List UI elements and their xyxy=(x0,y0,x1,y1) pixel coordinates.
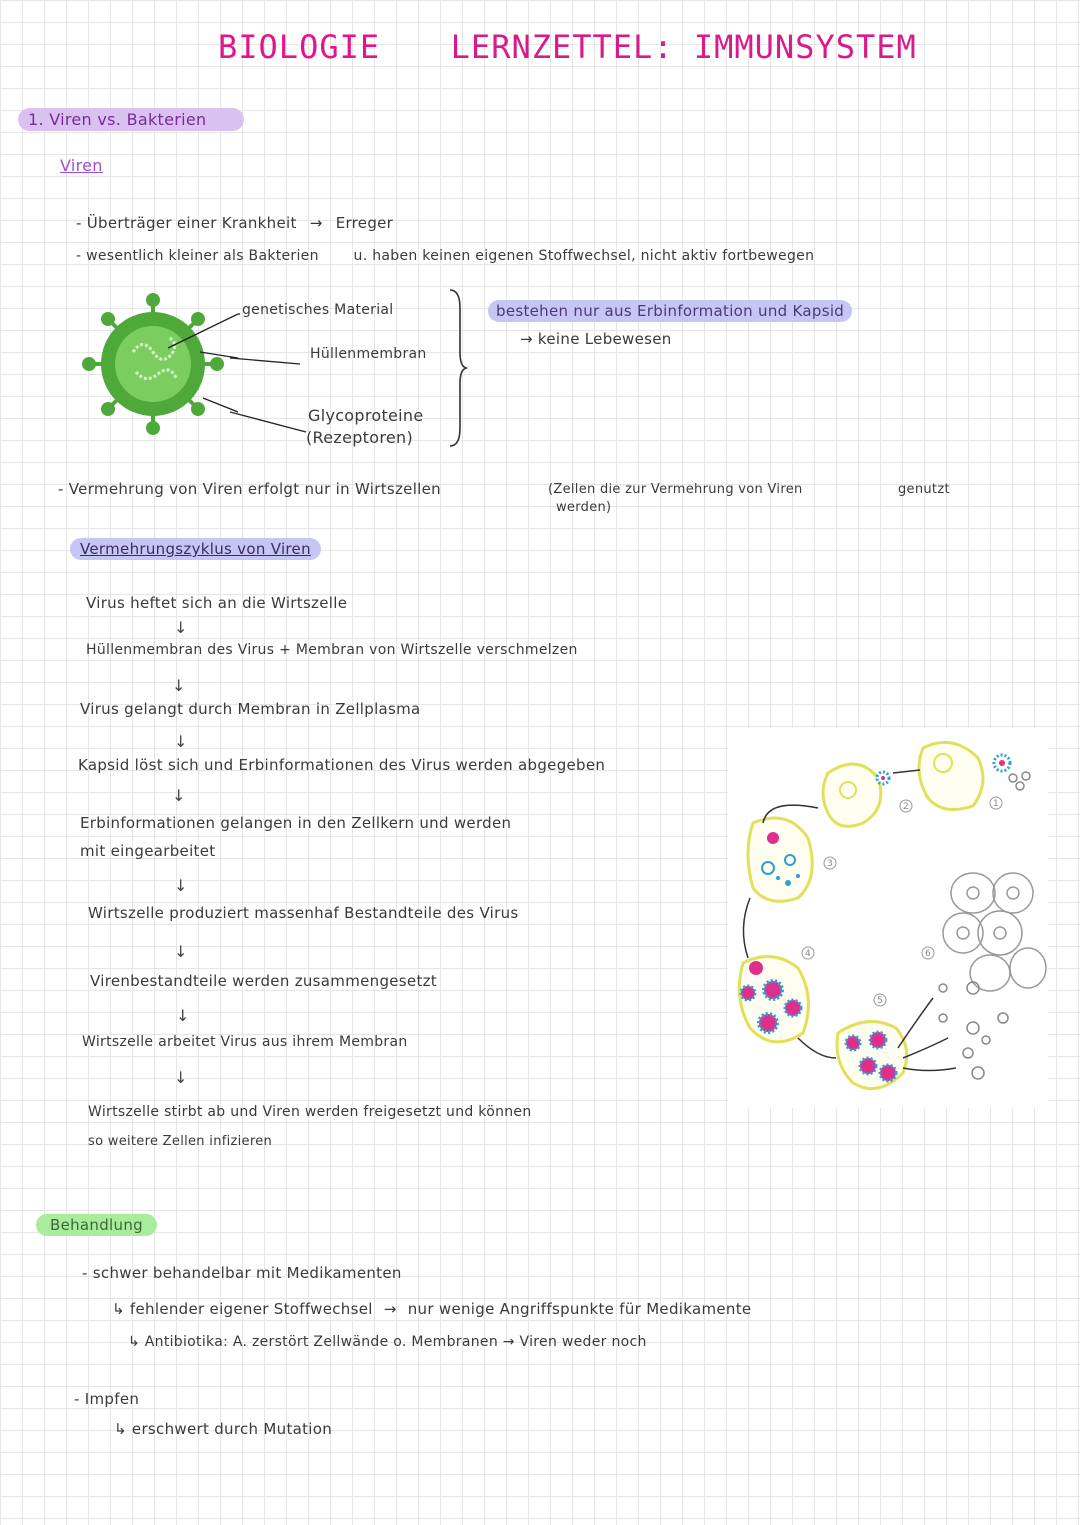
behandlung-heading: Behandlung xyxy=(36,1214,157,1236)
behandlung-bullet-2: - Impfen xyxy=(74,1390,140,1408)
figure-number-4: 4 xyxy=(805,949,811,959)
behandlung-bullet-1: - schwer behandelbar mit Medikamenten xyxy=(82,1264,402,1282)
behandlung-sub-1-b: nur wenige Angriffspunkte für Medikamente xyxy=(407,1300,752,1318)
bullet-vermehrung-note-c: genutzt xyxy=(898,482,950,497)
bullet-vermehrung-note-b: werden) xyxy=(556,500,612,515)
bullet-uebertraeger-arrow: → xyxy=(309,214,323,232)
keine-lebewesen: → keine Lebewesen xyxy=(520,330,672,348)
cycle-step-4: Kapsid löst sich und Erbinformationen des Virus werden abgegeben xyxy=(78,756,606,774)
down-arrow-4: ↓ xyxy=(172,786,186,805)
label-glycoproteine: Glycoproteine xyxy=(308,406,424,425)
behandlung-sub-1 xyxy=(112,1300,751,1318)
down-arrow-5: ↓ xyxy=(174,876,188,895)
bullet-kleiner-text: - wesentlich kleiner als Bakterien xyxy=(76,248,319,264)
label-rezeptoren: (Rezeptoren) xyxy=(306,428,413,447)
behandlung-sub-2: ↳ Antibiotika: A. zerstört Zellwände o. Membranen → Viren weder noch xyxy=(128,1334,647,1350)
behandlung-sub-1-arrow: → xyxy=(383,1300,397,1318)
page-title xyxy=(218,28,917,66)
cycle-heading: Vermehrungszyklus von Viren xyxy=(70,538,321,560)
behandlung-sub-3: ↳ erschwert durch Mutation xyxy=(114,1420,333,1438)
bullet-vermehrung-note xyxy=(548,482,803,497)
cycle-step-9: Wirtszelle stirbt ab und Viren werden freigesetzt und können xyxy=(88,1104,532,1120)
curly-brace xyxy=(448,288,468,448)
cell-stage-4 xyxy=(739,957,808,1042)
section-label-bakterien: Bakterien xyxy=(126,110,207,129)
down-arrow-7: ↓ xyxy=(176,1006,190,1025)
cell-stage-3 xyxy=(748,818,812,901)
cycle-step-8: Wirtszelle arbeitet Virus aus ihrem Membran xyxy=(82,1034,408,1050)
behandlung-sub-1-a: ↳ fehlender eigener Stoffwechsel xyxy=(112,1300,373,1318)
section-label-viren: 1. Viren xyxy=(28,110,93,129)
section-heading xyxy=(18,108,244,131)
cycle-step-5-line2: mit eingearbeitet xyxy=(80,842,216,860)
virus-capsid xyxy=(115,326,191,402)
bullet-vermehrung-note-a: (Zellen die zur Vermehrung von Viren xyxy=(548,482,803,497)
cycle-step-6: Wirtszelle produziert massenhaf Bestandteile des Virus xyxy=(88,904,519,922)
figure-number-3: 3 xyxy=(827,859,833,869)
figure-number-2: 2 xyxy=(903,802,909,812)
box-text: bestehen nur aus Erbinformation und Kapsid xyxy=(488,300,852,322)
cycle-step-2: Hüllenmembran des Virus + Membran von Wirtszelle verschmelzen xyxy=(86,642,578,658)
bullet-vermehrung xyxy=(58,480,441,498)
bullet-uebertraeger-erreger: Erreger xyxy=(335,214,394,232)
figure-number-1: 1 xyxy=(993,799,999,809)
bullet-uebertraeger xyxy=(76,214,393,232)
cell-stage-5 xyxy=(837,1022,907,1089)
title-part-1: BIOLOGIE xyxy=(218,28,381,66)
down-arrow-8: ↓ xyxy=(174,1068,188,1087)
cycle-step-5: Erbinformationen gelangen in den Zellkern und werden xyxy=(80,814,512,832)
figure-number-5: 5 xyxy=(877,996,883,1006)
replication-cycle-figure xyxy=(728,728,1048,1108)
cycle-step-3: Virus gelangt durch Membran in Zellplasma xyxy=(80,700,421,718)
cycle-step-9-line2: so weitere Zellen infizieren xyxy=(88,1134,273,1149)
label-huellenmembran: Hüllenmembran xyxy=(310,346,427,362)
section-label-vs: vs. xyxy=(97,110,122,129)
bullet-uebertraeger-text: - Überträger einer Krankheit xyxy=(76,214,297,232)
down-arrow-1: ↓ xyxy=(174,618,188,637)
label-leader-lines xyxy=(230,300,320,440)
figure-number-6: 6 xyxy=(925,949,931,959)
label-genetisches-material: genetisches Material xyxy=(242,302,394,318)
virus-diagram xyxy=(78,292,238,442)
bullet-kleiner xyxy=(76,248,814,264)
down-arrow-2: ↓ xyxy=(172,676,186,695)
bullet-kleiner-text-b: u. haben keinen eigenen Stoffwechsel, nicht aktiv fortbewegen xyxy=(353,248,815,264)
viren-heading: Viren xyxy=(60,156,103,175)
cycle-step-1: Virus heftet sich an die Wirtszelle xyxy=(86,594,348,612)
bullet-vermehrung-text: - Vermehrung von Viren erfolgt nur in Wirtszellen xyxy=(58,480,441,498)
down-arrow-6: ↓ xyxy=(174,942,188,961)
title-part-2: LERNZETTEL: IMMUNSYSTEM xyxy=(450,28,917,66)
down-arrow-3: ↓ xyxy=(174,732,188,751)
cycle-step-7: Virenbestandteile werden zusammengesetzt xyxy=(90,972,437,990)
